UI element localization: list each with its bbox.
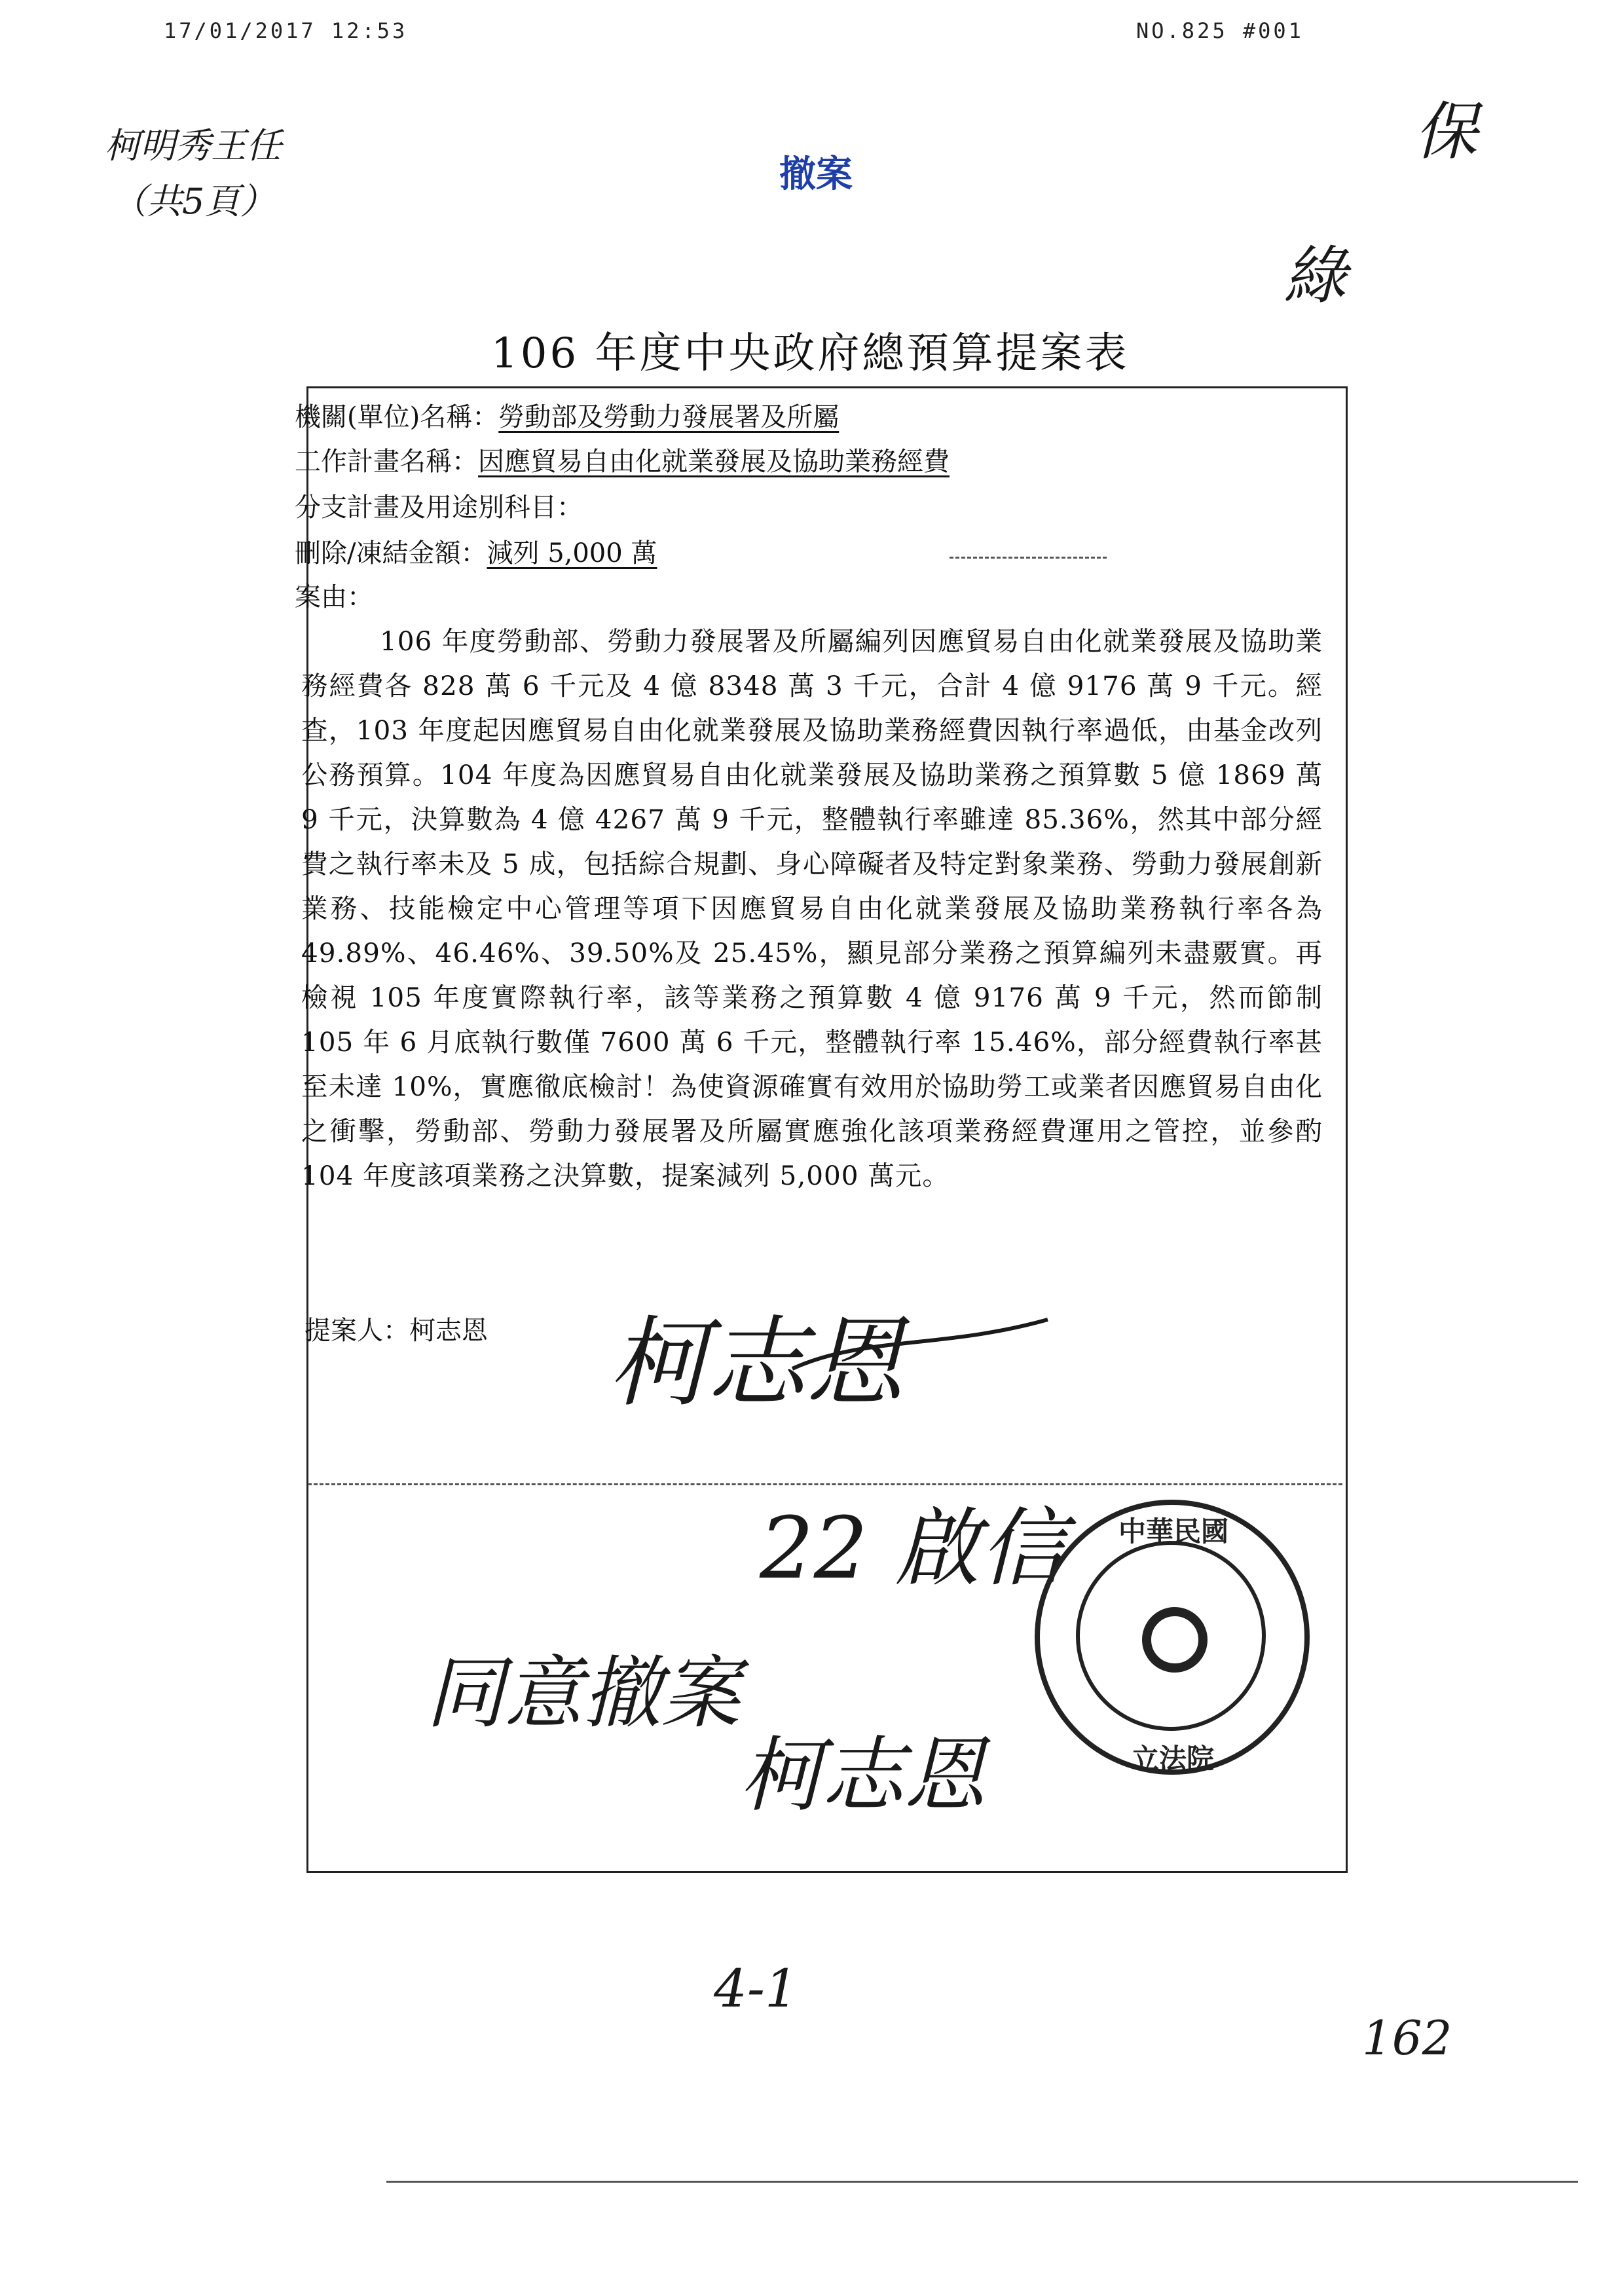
reason-text: 106 年度勞動部、勞動力發展署及所屬編列因應貿易自由化就業發展及協助業務經費各 828 萬 6 千元及 4 億 8348 萬 3 千元，合計 4 億 9176 萬 9 千元。經查，103 年度起因應貿易自由化就業發展及協助業務經費因執行率過低，由基金改列公務預算。104 年度為因應貿易自由化就業發展及協助業務之預算數 5 億 1869 萬 9 千元，決算數為 4 億 4267 萬 9 千元，整體執行率雖達 85.36%，然其中部分經費之執行率未及 5 成，包括綜合規劃、身心障礙者及特定對象業務、勞動力發展創新業務、技能檢定中心管理等項下因應貿易自由化就業發展及協助業務執行率各為 49.89%、46.46%、39.50%及 25.45%，顯見部分業務之預算編列未盡覈實。再檢視 105 年度實際執行率，該等業務之預算數 4 億 9176 萬 9 千元，然而節制 105 年 6 月底執行數僅 7600 萬 6 千元，整體執行率 15.46%，部分經費執行率甚至未達 10%，實應徹底檢討！為使資源確實有效用於協助勞工或業者因應貿易自由化之衝擊，勞動部、勞動力發展署及所屬實應強化該項業務經費運用之管控，並參酌 104 年度該項業務之決算數，提案減列 5,000 萬元。	[301, 625, 1323, 1191]
withdraw-consent-signature: 柯志恩	[740, 1728, 986, 1823]
document-title: 106 年度中央政府總預算提案表	[491, 329, 1130, 378]
withdrawn-label: 撤案	[779, 153, 853, 196]
proposer-line	[304, 1310, 488, 1347]
proposer-label: 提案人：柯志恩	[304, 1316, 488, 1346]
signature-stroke	[786, 1310, 1061, 1388]
fax-timestamp: 17/01/2017 12:53	[164, 18, 408, 43]
withdraw-consent-note: 同意撤案	[426, 1648, 740, 1739]
seal-bottom-text: 立法院	[1132, 1743, 1215, 1775]
seal-top-text: 中華民國	[1118, 1515, 1229, 1547]
official-seal	[1035, 1500, 1310, 1775]
handwritten-annotation: 22 啟信	[760, 1498, 1065, 1598]
amount-field	[295, 532, 657, 570]
seal-emblem	[1142, 1607, 1208, 1673]
reason-field	[295, 576, 373, 614]
proposer-signature: 柯志恩	[609, 1306, 904, 1420]
agency-field	[295, 396, 839, 434]
reason-label: 案由：	[295, 582, 373, 612]
seal-inner-ring	[1076, 1541, 1266, 1731]
amount-label: 刪除/凍結金額：	[295, 538, 487, 568]
handwritten-note-top-right: 保	[1414, 95, 1477, 168]
subplan-field	[295, 487, 583, 524]
dashed-line	[950, 557, 1107, 559]
agency-label: 機關(單位)名稱：	[295, 402, 499, 432]
subplan-label: 分支計畫及用途別科目：	[295, 492, 583, 523]
handwritten-note-top-left: 柯明秀王任	[105, 125, 282, 166]
page-marker: 4-1	[714, 1958, 798, 2019]
plan-label: 工作計畫名稱：	[295, 447, 478, 477]
agency-value: 勞動部及勞動力發展署及所屬	[498, 402, 840, 432]
fax-page-code: NO.825 #001	[1136, 18, 1304, 43]
bottom-rule	[386, 2181, 1578, 2183]
plan-field	[295, 441, 950, 478]
handwritten-note-right-margin: 綠	[1283, 239, 1346, 312]
reason-paragraph	[301, 619, 1323, 1198]
plan-value: 因應貿易自由化就業發展及協助業務經費	[478, 447, 950, 477]
corner-number: 162	[1362, 2010, 1452, 2065]
amount-value: 減列 5,000 萬	[487, 538, 657, 568]
handwritten-note-page-count: （共5頁）	[111, 181, 276, 222]
